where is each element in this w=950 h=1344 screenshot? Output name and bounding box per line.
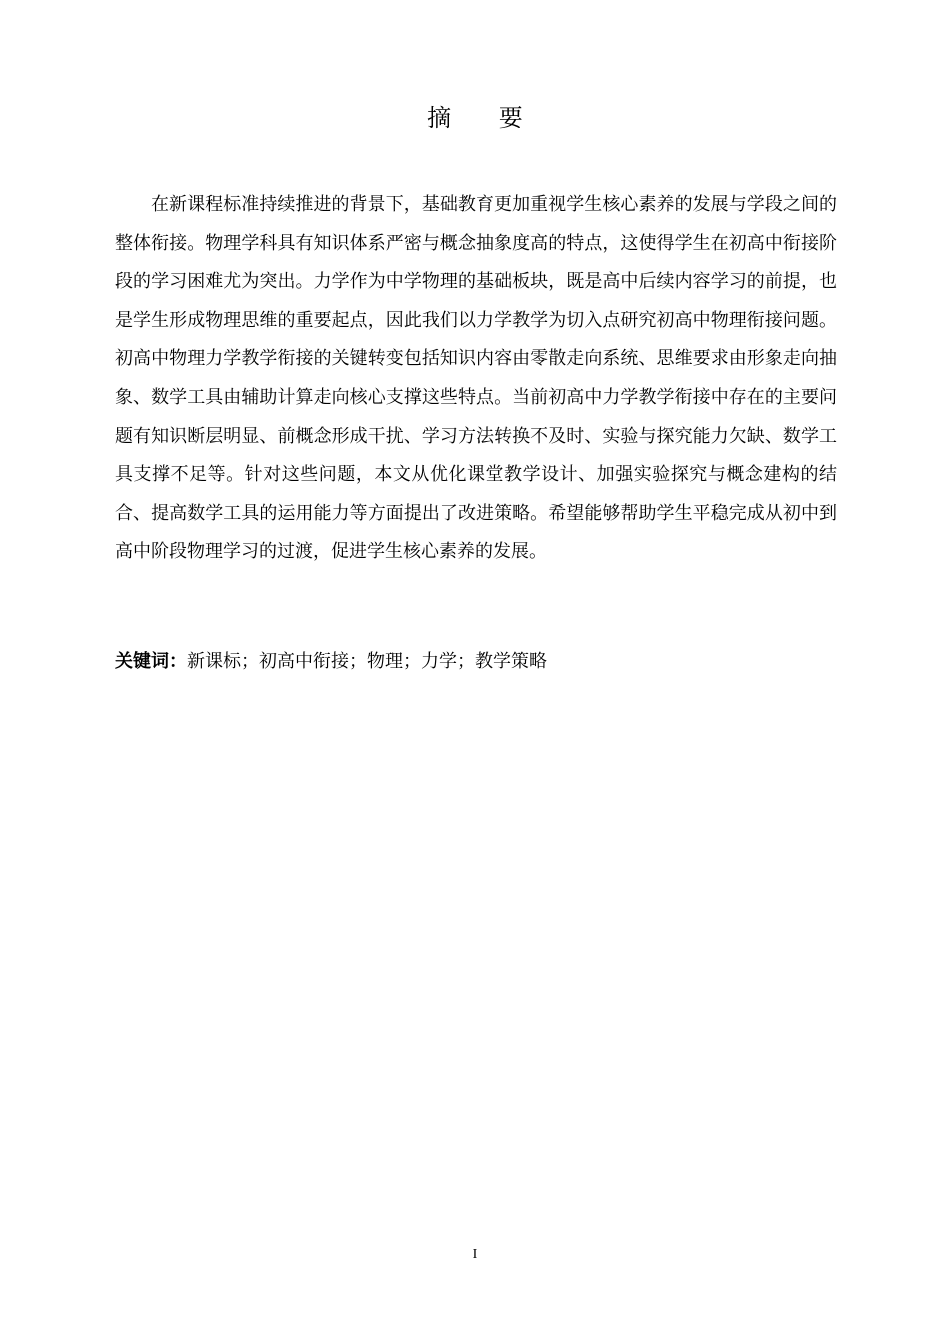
abstract-paragraph: 在新课程标准持续推进的背景下，基础教育更加重视学生核心素养的发展与学段之间的整体衔接。物理学科具有知识体系严密与概念抽象度高的特点，这使得学生在初高中衔接阶段的学习困难尤为突出。力学作为中学物理的基础板块，既是高中后续内容学习的前提，也是学生形成物理思维的重要起点，因此我们以力学教学为切入点研究初高中物理衔接问题。初高中物理力学教学衔接的关键转变包括知识内容由零散走向系统、思维要求由形象走向抽象、数学工具由辅助计算走向核心支撑这些特点。当前初高中力学教学衔接中存在的主要问题有知识断层明显、前概念形成干扰、学习方法转换不及时、实验与探究能力欠缺、数学工具支撑不足等。针对这些问题，本文从优化课堂教学设计、加强实验探究与概念建构的结合、提高数学工具的运用能力等方面提出了改进策略。希望能够帮助学生平稳完成从初中到高中阶段物理学习的过渡，促进学生核心素养的发展。 [115,194,837,563]
keywords-label: 关键词： [115,651,187,672]
page-number: I [472,1247,478,1262]
keywords-text: 新课标；初高中衔接；物理；力学；教学策略 [187,651,547,672]
keywords-line [115,646,837,678]
page-title: 摘 要 [427,104,543,132]
